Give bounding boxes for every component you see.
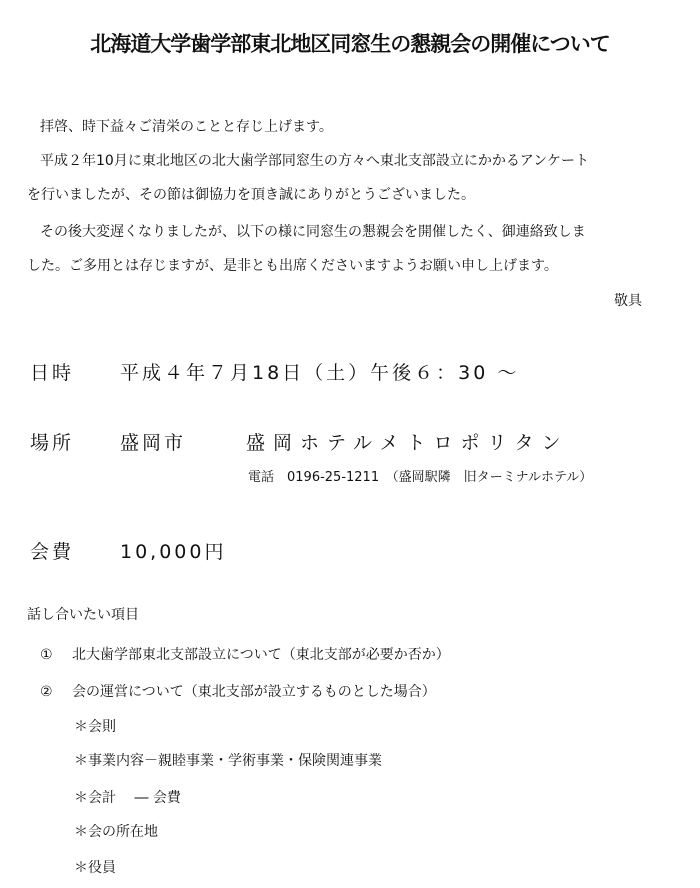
closing-word: 敬具 (614, 293, 642, 309)
place-hotel: 盛岡ホテルメトロポリタン (246, 432, 569, 454)
document-title: 北海道大学歯学部東北地区同窓生の懇親会の開催について (90, 32, 610, 56)
topic-item-number: ② (40, 684, 53, 700)
subitem-location: ＊会の所在地 (74, 824, 158, 840)
topic-item-text: 北大歯学部東北支部設立について（東北支部が必要か否か） (72, 647, 450, 663)
phone-line: 電話 0196-25-1211 （盛岡駅隣 旧ターミナルホテル） (248, 470, 593, 485)
topic-item-text: 会の運営について（東北支部が設立するものとした場合） (72, 684, 436, 700)
topics-heading: 話し合いたい項目 (27, 607, 139, 623)
subitem-officers: ＊役員 (74, 860, 116, 876)
subitem-activities: ＊事業内容－親睦事業・学術事業・保険関連事業 (74, 753, 382, 769)
date-value: 平成４年７月18日（土）午後６：30 ～ (120, 362, 520, 384)
paragraph-2-line-1: 平成２年10月に東北地区の北大歯学部同窓生の方々へ東北支部設立にかかるアンケート (40, 153, 589, 169)
place-label: 場所 (30, 432, 75, 454)
topic-item (40, 644, 450, 664)
fee-value: 10,000円 (120, 541, 227, 563)
fee-label: 会費 (30, 541, 75, 563)
subitem-accounting: ＊会計 ― 会費 (74, 790, 181, 806)
topic-item-number: ① (40, 647, 53, 663)
paragraph-2-line-2: を行いましたが、その節は御協力を頂き誠にありがとうございました。 (27, 187, 475, 203)
paragraph-3-line-1: その後大変遅くなりましたが、以下の様に同窓生の懇親会を開催したく、御連絡致しま (40, 224, 586, 240)
greeting-line: 拝啓、時下益々ご清栄のことと存じ上げます。 (40, 119, 333, 135)
date-label: 日時 (30, 362, 75, 384)
topic-item (40, 681, 436, 701)
place-city: 盛岡市 (120, 432, 187, 454)
subitem-bylaws: ＊会則 (74, 719, 116, 735)
paragraph-3-line-2: した。ご多用とは存じますが、是非とも出席くださいますようお願い申し上げます。 (27, 258, 558, 274)
